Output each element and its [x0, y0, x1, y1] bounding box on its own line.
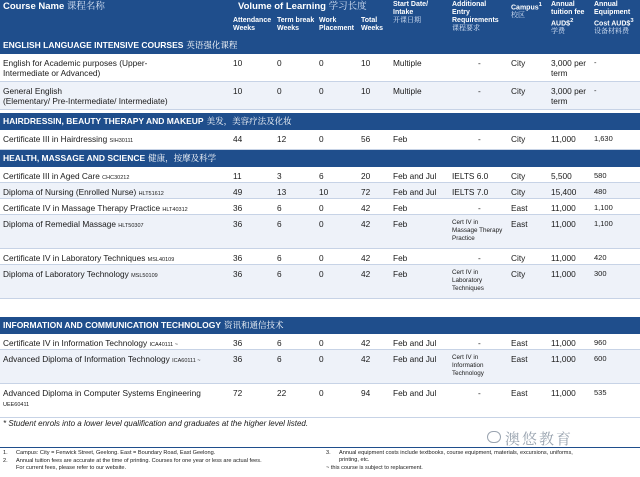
header-work-placement: Work Placement [319, 17, 355, 32]
header-equipment: Annual Equipment Cost AUD\$$^3$ 设备材料费 [594, 1, 634, 36]
course-name-line [3, 187, 229, 199]
course-name [3, 338, 229, 350]
entry-requirements-line: Information [452, 362, 484, 369]
work-placement: 0 [319, 134, 324, 144]
course-code: HLT40312 [162, 207, 188, 213]
term-break-weeks: 6 [277, 354, 282, 364]
attendance-weeks: 44 [233, 134, 243, 144]
entry-requirements-line: - [478, 253, 481, 263]
equipment-cost: 960 [594, 338, 607, 347]
campus: East [511, 354, 528, 364]
section-title-zh: 英语强化课程 [186, 40, 238, 50]
equipment-cost: 1,100 [594, 219, 613, 228]
section-title: INFORMATION AND COMMUNICATION TECHNOLOGY [3, 320, 221, 330]
entry-requirements-line: Techniques [452, 285, 484, 292]
equipment-cost: 300 [594, 269, 607, 278]
course-code: ICA60111 ~ [172, 358, 201, 364]
total-weeks: 10 [361, 86, 371, 96]
tuition-fee-line: 3,000 per [551, 86, 587, 96]
work-placement: 0 [319, 354, 324, 364]
chat-bubble-icon [487, 431, 501, 443]
total-weeks: 42 [361, 219, 371, 229]
attendance-weeks: 36 [233, 203, 243, 213]
entry-requirements-line: Cert IV in [452, 354, 479, 361]
attendance-weeks: 36 [233, 354, 243, 364]
campus: East [511, 203, 528, 213]
footnote-num-3: 3. [326, 450, 331, 456]
tuition-fee [551, 219, 576, 229]
entry-requirements-line: Massage Therapy [452, 227, 503, 234]
term-break-weeks: 6 [277, 203, 282, 213]
course-name [3, 171, 229, 183]
tuition-fee [551, 269, 576, 279]
entry-requirements-line: Cert IV in [452, 269, 479, 276]
work-placement: 0 [319, 269, 324, 279]
course-name-text: Diploma of Remedial Massage [3, 219, 116, 229]
entry-requirements [452, 187, 510, 197]
course-name-line [3, 219, 229, 231]
tuition-fee-line: 11,000 [551, 269, 576, 279]
work-placement: 0 [319, 219, 324, 229]
course-name-text: Certificate III in Aged Care [3, 171, 100, 181]
tuition-fee [551, 338, 576, 348]
tuition-fee [551, 171, 572, 181]
equipment-cost: 535 [594, 388, 607, 397]
header-tuition: Annual tuition fee AUD\$$^2$ 学费 [551, 1, 585, 36]
total-weeks: 42 [361, 338, 371, 348]
attendance-weeks: 11 [233, 171, 242, 181]
section-title-zh: 美发，美容疗法及化妆 [206, 116, 292, 126]
start-date: Feb [393, 203, 408, 213]
header-volume: Volume of Learning 学习长度 [238, 1, 367, 12]
entry-requirements-line: Practice [452, 235, 475, 242]
header-campus: Campus$^1$ 校区 [511, 2, 542, 20]
course-name-line [3, 354, 229, 366]
table-row [0, 167, 640, 183]
tuition-fee-line: 11,000 [551, 253, 576, 263]
course-name [3, 219, 229, 231]
section-title: ENGLISH LANGUAGE INTENSIVE COURSES [3, 40, 184, 50]
campus: City [511, 269, 526, 279]
equipment-cost: 480 [594, 187, 607, 196]
course-code: MSL50109 [131, 273, 158, 279]
tuition-fee-line: 3,000 per [551, 58, 587, 68]
entry-requirements-line: - [478, 338, 481, 348]
entry-requirements [452, 354, 510, 378]
start-date: Feb and Jul [393, 338, 437, 348]
term-break-weeks: 6 [277, 269, 282, 279]
course-name-line [3, 253, 229, 265]
entry-requirements-line: - [478, 58, 481, 68]
course-name [3, 354, 229, 366]
tuition-fee [551, 86, 586, 106]
course-name [3, 203, 229, 215]
campus: City [511, 86, 526, 96]
section-title: HAIRDRESSIN, BEAUTY THERAPY AND MAKEUP [3, 116, 204, 126]
course-name-text: Advanced Diploma in Computer Systems Engineering [3, 388, 201, 398]
table-row [0, 265, 640, 299]
course-name [3, 187, 229, 199]
section-header [0, 37, 640, 54]
entry-requirements-line: IELTS 6.0 [452, 171, 489, 181]
tuition-fee [551, 203, 576, 213]
attendance-weeks: 36 [233, 219, 243, 229]
tuition-fee-line: term [551, 68, 568, 78]
course-name-text: Certificate IV in Laboratory Techniques [3, 253, 146, 263]
header-total-weeks: Total Weeks [361, 17, 384, 32]
footnote-4: ~ this course is subject to replacement. [326, 465, 423, 471]
total-weeks: 42 [361, 203, 371, 213]
total-weeks: 42 [361, 253, 371, 263]
term-break-weeks: 3 [277, 171, 282, 181]
tuition-fee [551, 58, 586, 78]
entry-requirements [478, 338, 536, 348]
header-course-name: Course Name 课程名称 [3, 1, 105, 12]
work-placement: 0 [319, 388, 324, 398]
course-name-line [3, 269, 229, 281]
header-term-break: Term break Weeks [277, 17, 315, 32]
section-header [0, 150, 640, 167]
footnote-1: Campus: City = Fenwick Street, Geelong. East = Boundary Road, East Geelong. [16, 450, 216, 456]
header-attendance: Attendance Weeks [233, 17, 272, 32]
table-row [0, 130, 640, 150]
campus: City [511, 187, 526, 197]
entry-requirements [478, 134, 536, 144]
tuition-fee [551, 134, 576, 144]
tuition-fee-line: 11,000 [551, 134, 576, 144]
tuition-fee-line: term [551, 96, 568, 106]
tuition-fee [551, 354, 576, 364]
total-weeks: 42 [361, 269, 371, 279]
total-weeks: 94 [361, 388, 371, 398]
course-name [3, 269, 229, 281]
term-break-weeks: 22 [277, 388, 287, 398]
course-name-text: Certificate IV in Information Technology [3, 338, 148, 348]
work-placement: 0 [319, 58, 324, 68]
section-header [0, 113, 640, 130]
entry-requirements-line: - [478, 388, 481, 398]
work-placement: 0 [319, 253, 324, 263]
course-name-line [3, 338, 229, 350]
section-header [0, 317, 640, 334]
start-date: Multiple [393, 58, 422, 68]
course-name-line: English for Academic purposes (Upper- [3, 58, 148, 68]
course-code: ICA40111 ~ [149, 342, 178, 348]
entry-requirements [478, 253, 536, 263]
footnote-num-2: 2. [3, 458, 8, 464]
work-placement: 0 [319, 338, 324, 348]
start-date: Feb [393, 219, 408, 229]
course-name-line: General English [3, 86, 63, 96]
tuition-fee-line: 11,000 [551, 388, 576, 398]
campus: East [511, 338, 528, 348]
tuition-fee-line: 11,000 [551, 219, 576, 229]
term-break-weeks: 13 [277, 187, 287, 197]
equipment-cost: 1,100 [594, 203, 613, 212]
table-header [0, 0, 640, 37]
entry-requirements [478, 203, 536, 213]
start-date: Feb and Jul [393, 354, 437, 364]
attendance-weeks: 49 [233, 187, 243, 197]
attendance-weeks: 36 [233, 253, 243, 263]
start-date: Feb [393, 253, 408, 263]
equipment-cost: 580 [594, 171, 607, 180]
total-weeks: 56 [361, 134, 371, 144]
course-code: UEE60411 [3, 402, 30, 408]
entry-requirements [452, 269, 510, 293]
footnote-2b: For current fees, please refer to our website. [16, 465, 127, 471]
total-weeks: 10 [361, 58, 371, 68]
table-row [0, 249, 640, 265]
attendance-weeks: 10 [233, 58, 243, 68]
entry-requirements [478, 58, 536, 68]
table-row [0, 183, 640, 199]
tuition-fee-line: 5,500 [551, 171, 572, 181]
section-title-zh: 资讯和通信技术 [224, 320, 284, 330]
course-name [3, 388, 229, 410]
entry-requirements-line: - [478, 86, 481, 96]
table-row [0, 384, 640, 418]
entry-requirements-line: - [478, 134, 481, 144]
work-placement: 0 [319, 203, 324, 213]
course-name-line [3, 203, 229, 215]
total-weeks: 42 [361, 354, 371, 364]
campus: City [511, 58, 526, 68]
work-placement: 10 [319, 187, 329, 197]
course-name-text: Diploma of Laboratory Technology [3, 269, 129, 279]
term-break-weeks: 6 [277, 253, 282, 263]
course-name-text: Certificate III in Hairdressing [3, 134, 108, 144]
header-start-date: Start Date/ Intake 开课日期 [393, 1, 429, 24]
equipment-cost: 600 [594, 354, 607, 363]
course-code: MSL40109 [147, 257, 175, 263]
attendance-weeks: 72 [233, 388, 243, 398]
entry-requirements-line: Cert IV in [452, 219, 479, 226]
course-code: CHC30212 [102, 175, 130, 181]
work-placement: 6 [319, 171, 324, 181]
entry-requirements [452, 219, 510, 243]
tuition-fee-line: 11,000 [551, 203, 576, 213]
equipment-cost: - [594, 86, 597, 95]
total-weeks: 72 [361, 187, 371, 197]
tuition-fee [551, 253, 576, 263]
equipment-cost: 420 [594, 253, 607, 262]
course-name-line [3, 388, 229, 410]
campus: East [511, 219, 528, 229]
tuition-fee-line: 11,000 [551, 338, 576, 348]
course-name-text: Certificate IV in Massage Therapy Practice [3, 203, 161, 213]
course-name [3, 58, 229, 78]
course-name-line [3, 171, 229, 183]
course-code: HLT51612 [138, 191, 164, 197]
footnote-star: * Student enrols into a lower level qualification and graduates at the higher level listed. [3, 419, 309, 428]
course-name [3, 134, 229, 146]
attendance-weeks: 36 [233, 338, 243, 348]
course-code: HLT50307 [118, 223, 144, 229]
equipment-cost: - [594, 58, 597, 67]
section-title: HEALTH, MASSAGE AND SCIENCE [3, 153, 146, 163]
tuition-fee-line: 15,400 [551, 187, 577, 197]
tuition-fee-line: 11,000 [551, 354, 576, 364]
entry-requirements-line: - [478, 203, 481, 213]
course-name-line: Intermediate or Advanced) [3, 68, 101, 78]
table-row [0, 350, 640, 384]
course-name-line: (Elementary/ Pre-Intermediate/ Intermediate) [3, 96, 168, 106]
total-weeks: 20 [361, 171, 371, 181]
start-date: Feb [393, 134, 408, 144]
footnote-3b: printing, etc. [339, 457, 370, 463]
term-break-weeks: 6 [277, 219, 282, 229]
start-date: Feb [393, 269, 408, 279]
table-row [0, 82, 640, 110]
campus: City [511, 253, 526, 263]
entry-requirements-line: Technology [452, 370, 484, 377]
start-date: Feb and Jul [393, 388, 437, 398]
entry-requirements [452, 171, 510, 181]
entry-requirements [478, 388, 536, 398]
footnote-2a: Annual tuition fees are accurate at the time of printing. Courses for one year or less are actual fees. [16, 458, 262, 464]
course-name [3, 253, 229, 265]
campus: City [511, 134, 526, 144]
start-date: Feb and Jul [393, 171, 437, 181]
entry-requirements-line: Laboratory [452, 277, 483, 284]
course-name-line [3, 134, 229, 146]
tuition-fee [551, 388, 576, 398]
course-name [3, 86, 229, 106]
footnote-num-1: 1. [3, 450, 8, 456]
term-break-weeks: 6 [277, 338, 282, 348]
table-row [0, 215, 640, 249]
equipment-cost: 1,630 [594, 134, 613, 143]
table-row [0, 334, 640, 350]
watermark: 澳悠教育 [505, 431, 574, 448]
footer-divider [0, 447, 640, 448]
entry-requirements-line: IELTS 7.0 [452, 187, 489, 197]
term-break-weeks: 0 [277, 86, 282, 96]
campus: East [511, 388, 528, 398]
tuition-fee [551, 187, 576, 197]
entry-requirements [478, 86, 536, 96]
table-row [0, 199, 640, 215]
work-placement: 0 [319, 86, 324, 96]
section-title-zh: 健康，按摩及科学 [148, 153, 217, 163]
start-date: Multiple [393, 86, 422, 96]
course-code: SIH30111 [109, 138, 134, 144]
attendance-weeks: 36 [233, 269, 243, 279]
term-break-weeks: 12 [277, 134, 287, 144]
attendance-weeks: 10 [233, 86, 243, 96]
term-break-weeks: 0 [277, 58, 282, 68]
header-additional: Additional Entry Requirements 课程要求 [452, 1, 499, 32]
start-date: Feb and Jul [393, 187, 437, 197]
table-row [0, 54, 640, 82]
campus: City [511, 171, 526, 181]
course-name-text: Advanced Diploma of Information Technology [3, 354, 170, 364]
footnote-3a: Annual equipment costs include textbooks, course equipment, materials, excursions, uniforms, [339, 450, 573, 456]
course-name-text: Diploma of Nursing (Enrolled Nurse) [3, 187, 137, 197]
